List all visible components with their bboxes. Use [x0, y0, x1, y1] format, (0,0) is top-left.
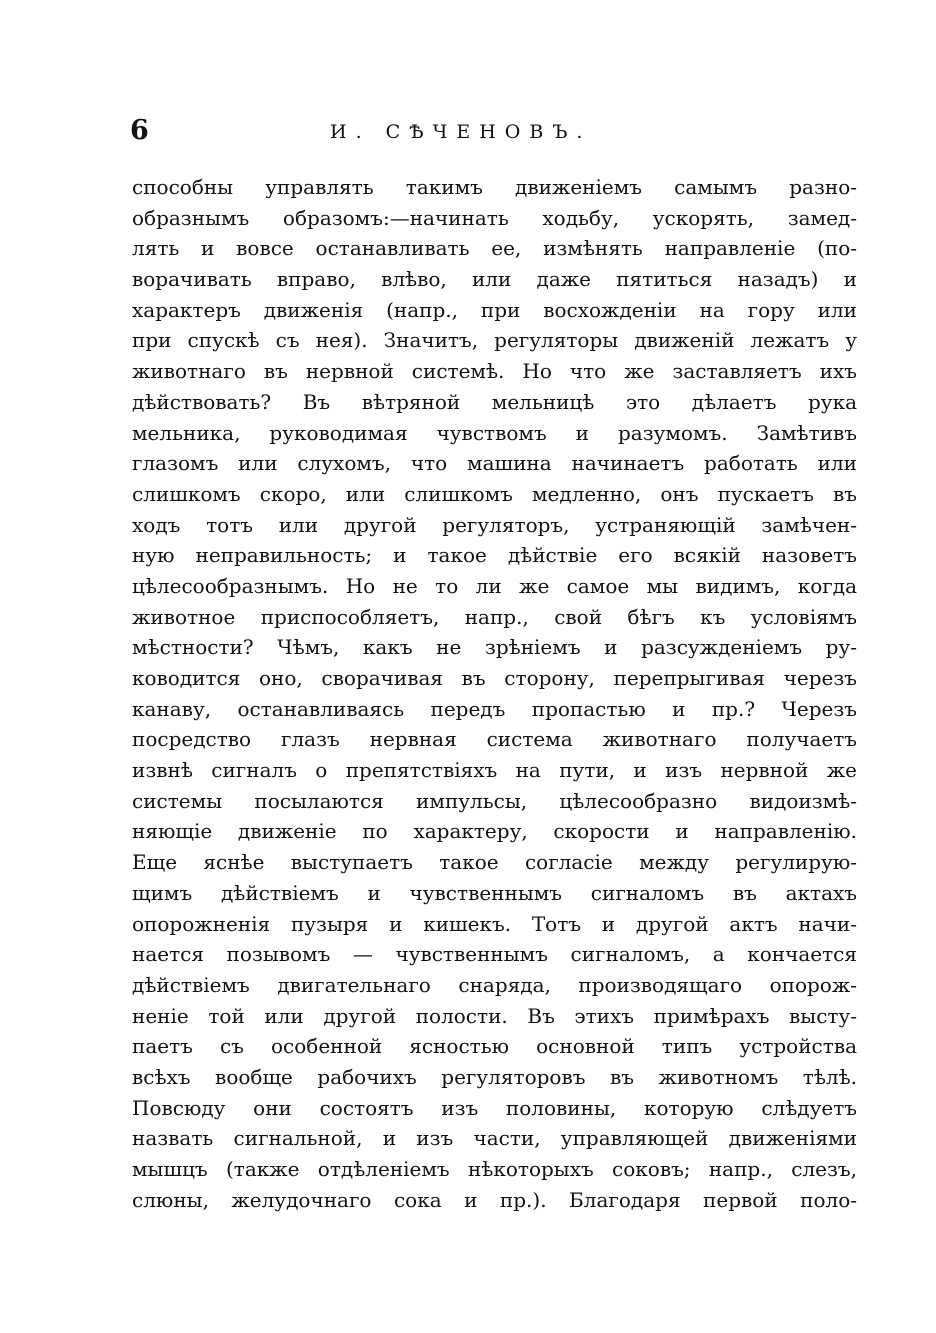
text-line: системы посылаются импульсы, цѣлесообразно видоизмѣ-	[132, 788, 857, 813]
text-line: слишкомъ скоро, или слишкомъ медленно, онъ пускаетъ въ	[132, 481, 857, 506]
text-line: образнымъ образомъ:—начинать ходьбу, ускорять, замед-	[132, 205, 857, 230]
text-line: при спускѣ съ нея). Значитъ, регуляторы движеній лежатъ у	[132, 328, 857, 353]
text-line: всѣхъ вообще рабочихъ регуляторовъ въ животномъ тѣлѣ.	[132, 1064, 857, 1089]
text-line: неніе той или другой полости. Въ этихъ примѣрахъ высту-	[132, 1003, 857, 1028]
running-head: И. СѢЧЕНОВЪ.	[330, 121, 592, 143]
text-line: дѣйствіемъ двигательнаго снаряда, производящаго опорож-	[132, 972, 857, 997]
text-line: ворачивать вправо, влѣво, или даже пятиться назадъ) и	[132, 267, 857, 292]
text-line: посредство глазъ нервная система животнаго получаетъ	[132, 727, 857, 752]
text-line: нается позывомъ — чувственнымъ сигналомъ, а кончается	[132, 942, 857, 967]
text-line: опорожненія пузыря и кишекъ. Тотъ и другой актъ начи-	[132, 911, 857, 936]
text-line: животнаго въ нервной системѣ. Но что же заставляетъ ихъ	[132, 359, 857, 384]
text-line: способны управлять такимъ движеніемъ самымъ разно-	[132, 175, 857, 199]
text-line: щимъ дѣйствіемъ и чувственнымъ сигналомъ въ актахъ	[132, 880, 857, 905]
text-line: Еще яснѣе выступаетъ такое согласіе между регулирую-	[132, 850, 857, 875]
text-line: слюны, желудочнаго сока и пр.). Благодаря первой поло-	[132, 1187, 857, 1212]
text-line: мышцъ (также отдѣленіемъ нѣкоторыхъ соковъ; напр., слезъ,	[132, 1157, 857, 1181]
body-text	[132, 172, 857, 1215]
text-line: ходъ тотъ или другой регуляторъ, устраняющій замѣчен-	[132, 512, 857, 537]
text-line: канаву, останавливаясь передъ пропастью и пр.? Черезъ	[132, 696, 857, 721]
text-line: паетъ съ особенной ясностью основной типъ устройства	[132, 1034, 857, 1059]
text-line: назвать сигнальной, и изъ части, управляющей движеніями	[132, 1126, 857, 1151]
text-line: мѣстности? Чѣмъ, какъ не зрѣніемъ и разсужденіемъ ру-	[132, 635, 857, 660]
text-line: ководится оно, сворачивая въ сторону, перепрыгивая черезъ	[132, 666, 857, 690]
text-line: характеръ движенія (напр., при восхожденіи на гору или	[132, 297, 857, 322]
text-line: мельника, руководимая чувствомъ и разумомъ. Замѣтивъ	[132, 420, 857, 445]
text-line: Повсюду они состоятъ изъ половины, которую слѣдуетъ	[132, 1095, 857, 1120]
text-line: лять и вовсе останавливать ее, измѣнять направленіе (по-	[132, 236, 857, 261]
text-line: извнѣ сигналъ о препятствіяхъ на пути, и изъ нервной же	[132, 758, 857, 783]
text-line: ную неправильность; и такое дѣйствіе его всякій назоветъ	[132, 543, 857, 568]
page-number: 6	[130, 115, 149, 146]
text-line: дѣйствовать? Въ вѣтряной мельницѣ это дѣлаетъ рука	[132, 389, 857, 414]
text-line: глазомъ или слухомъ, что машина начинаетъ работать или	[132, 451, 857, 476]
text-line: животное приспособляетъ, напр., свой бѣгъ къ условіямъ	[132, 604, 857, 629]
text-line: цѣлесообразнымъ. Но не то ли же самое мы видимъ, когда	[132, 573, 857, 598]
text-line: няющіе движеніе по характеру, скорости и направленію.	[132, 819, 857, 844]
